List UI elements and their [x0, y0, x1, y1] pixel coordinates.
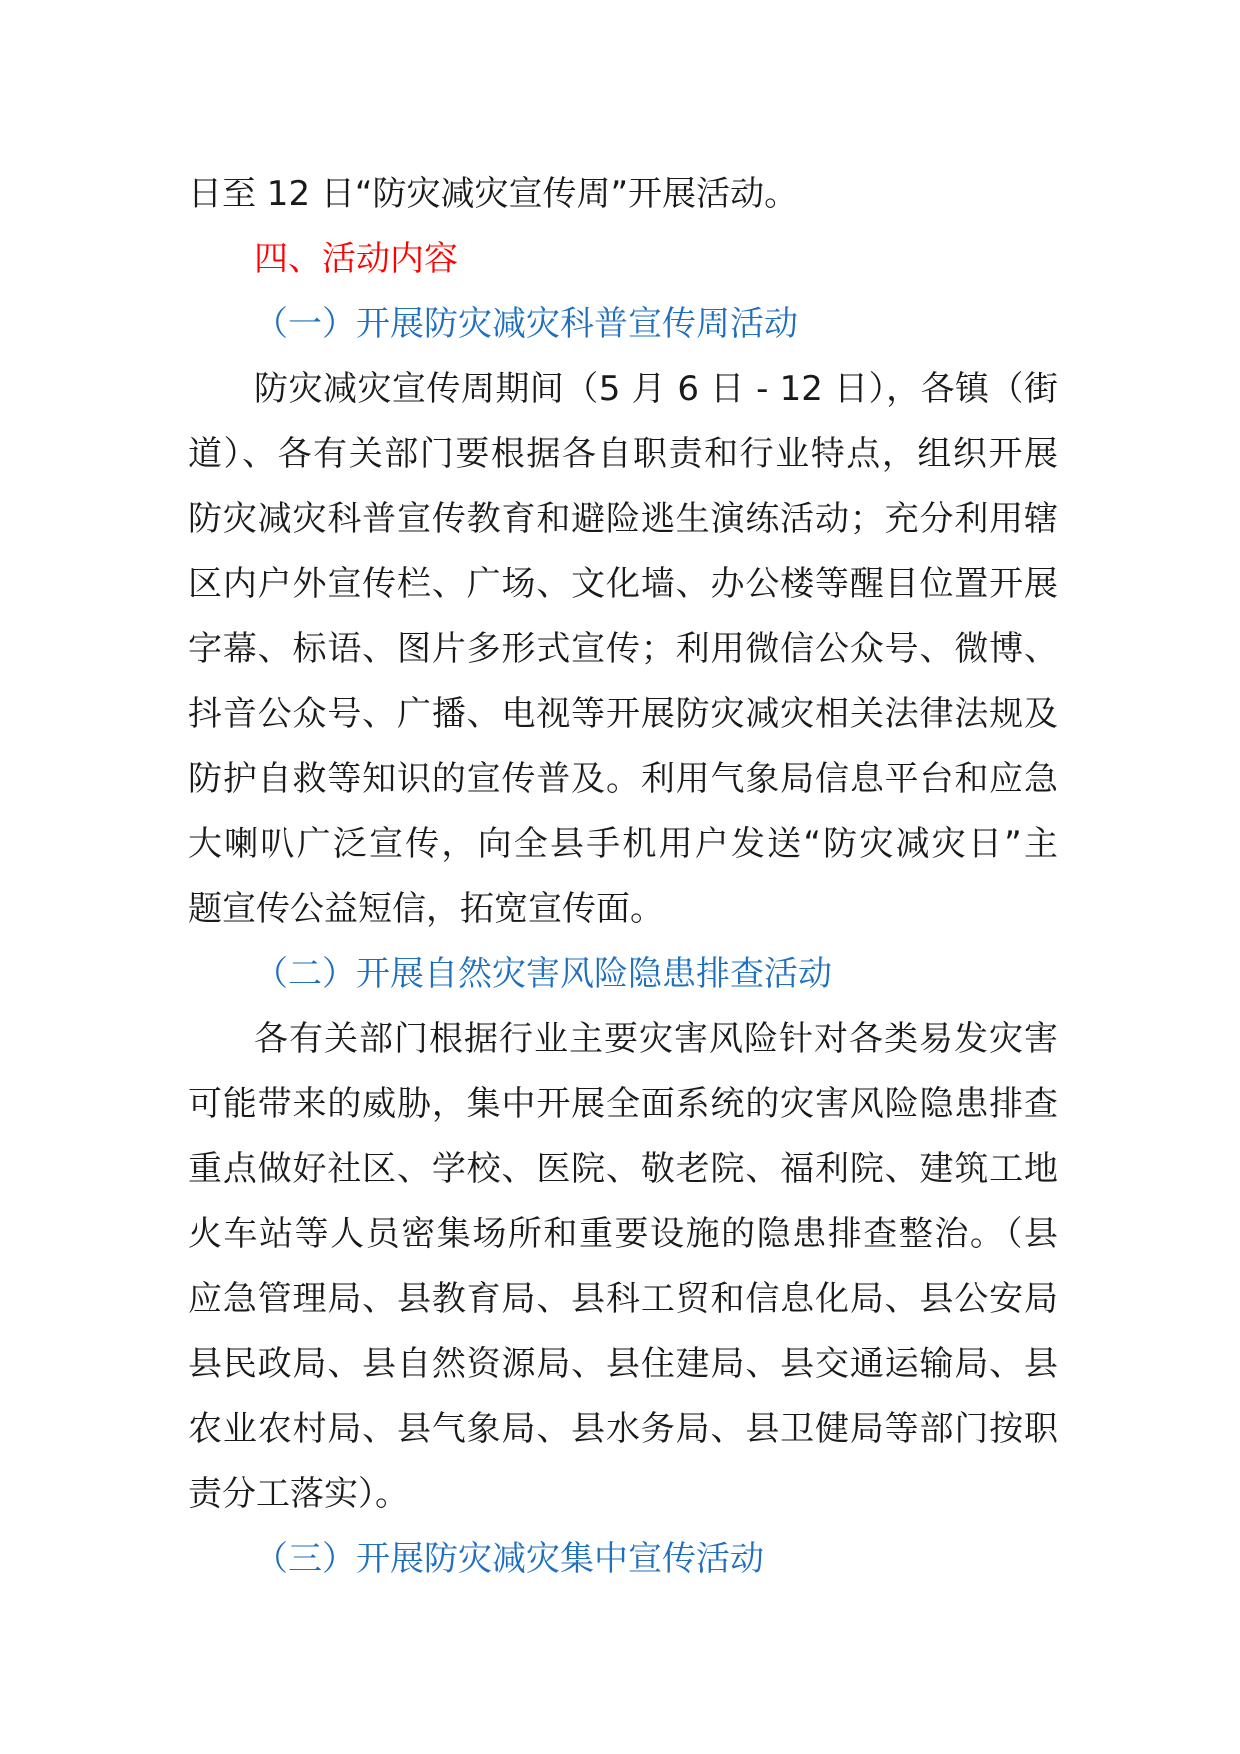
text-line: 防灾减灾宣传周期间（5 月 6 日 - 12 日），各镇（街 [254, 369, 1058, 409]
text-line: 防灾减灾科普宣传教育和避险逃生演练活动；充分利用辖 [188, 499, 1058, 539]
subsection-heading: （二）开展自然灾害风险隐患排查活动 [254, 954, 832, 994]
document-page [188, 162, 1058, 1592]
text-line: 抖音公众号、广播、电视等开展防灾减灾相关法律法规及 [188, 694, 1058, 734]
text-line: 责分工落实）。 [188, 1474, 409, 1514]
text-line: 道）、各有关部门要根据各自职责和行业特点，组织开展 [188, 434, 1058, 474]
text-line: 可能带来的威胁，集中开展全面系统的灾害风险隐患排查 [188, 1084, 1058, 1124]
text-line: 日至 12 日“防灾减灾宣传周”开展活动。 [188, 174, 799, 214]
text-line: 应急管理局、县教育局、县科工贸和信息化局、县公安局 [188, 1279, 1058, 1319]
text-line: 防护自救等知识的宣传普及。利用气象局信息平台和应急 [188, 759, 1058, 799]
text-line: 各有关部门根据行业主要灾害风险针对各类易发灾害 [254, 1019, 1058, 1059]
text-line: 字幕、标语、图片多形式宣传；利用微信公众号、微博、 [188, 629, 1058, 669]
text-line: 农业农村局、县气象局、县水务局、县卫健局等部门按职 [188, 1409, 1058, 1449]
text-line: 火车站等人员密集场所和重要设施的隐患排查整治。（县 [188, 1214, 1058, 1254]
text-line: 区内户外宣传栏、广场、文化墙、办公楼等醒目位置开展 [188, 564, 1058, 604]
text-line: 题宣传公益短信，拓宽宣传面。 [188, 889, 664, 929]
text-line: 大喇叭广泛宣传，向全县手机用户发送“防灾减灾日”主 [188, 824, 1058, 864]
text-line: 县民政局、县自然资源局、县住建局、县交通运输局、县 [188, 1344, 1058, 1384]
section-heading: 四、活动内容 [254, 239, 458, 279]
text-line: 重点做好社区、学校、医院、敬老院、福利院、建筑工地 [188, 1149, 1058, 1189]
subsection-heading: （一）开展防灾减灾科普宣传周活动 [254, 304, 798, 344]
subsection-heading: （三）开展防灾减灾集中宣传活动 [254, 1539, 764, 1579]
